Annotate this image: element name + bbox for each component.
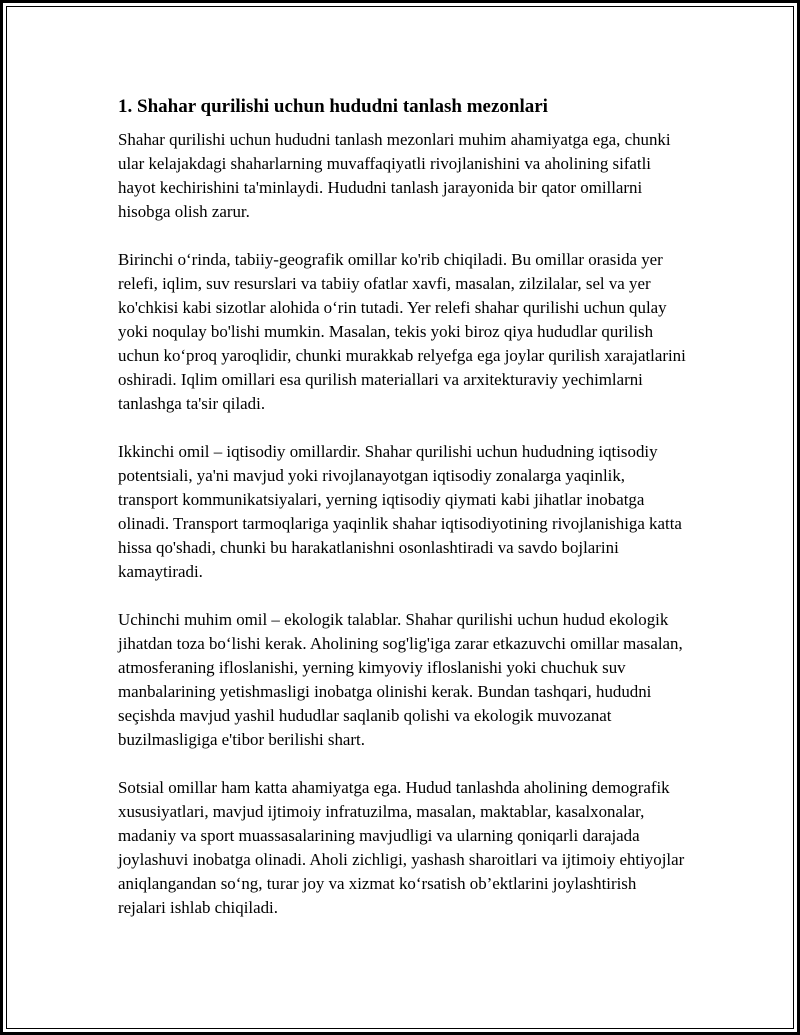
paragraph-natural-factors: Birinchi o‘rinda, tabiiy-geografik omillar ko'rib chiqiladi. Bu omillar orasida yer relefi, iqlim, suv resurslari va tabiiy ofatlar xavfi, masalan, zilzilalar, sel va yer ko'chkisi kabi sizotlar alohida o‘rin tutadi. Yer relefi shahar qurilishi uchun qulay yoki noqulay bo'lishi mumkin. Masalan, tekis yoki biroz qiya hududlar qurilish uchun ko‘proq yaroqlidir, chunki murakkab relyefga ega joylar qurilish xarajatlarini oshiradi. Iqlim omillari esa qurilish materiallari va arxitekturaviy yechimlarni tanlashga ta'sir qiladi. <box>118 250 686 413</box>
paragraph-intro: Shahar qurilishi uchun hududni tanlash mezonlari muhim ahamiyatga ega, chunki ular kelajakdagi shaharlarning muvaffaqiyatli rivojlanishini va aholining sifatli hayot kechirishini ta'minlaydi. Hududni tanlash jarayonida bir qator omillarni hisobga olish zarur. <box>118 130 671 221</box>
paragraph-ecological-factors: Uchinchi muhim omil – ekologik talablar. Shahar qurilishi uchun hudud ekologik jihatdan toza bo‘lishi kerak. Aholining sog'lig'iga zarar etkazuvchi omillar masalan, atmosferaning ifloslanishi, yerning kimyoviy ifloslanishi yoki chuchuk suv manbalarining yetishmasligi inobatga olinishi kerak. Bundan tashqari, hududni seçishda mavjud yashil hududlar saqlanib qolishi va ekologik muvozanat buzilmasligiga e'tibor berilishi shart. <box>118 610 683 749</box>
paragraph-social-factors: Sotsial omillar ham katta ahamiyatga ega. Hudud tanlashda aholining demografik xususiyatlari, mavjud ijtimoiy infratuzilma, masalan, maktablar, kasalxonalar, madaniy va sport muassasalarining mavjudligi va ularning qoniqarli darajada joylashuvi inobatga olinadi. Aholi zichligi, yashash sharoitlari va ijtimoiy ehtiyojlar aniqlangandan so‘ng, turar joy va xizmat ko‘rsatish ob’ektlarini joylashtirish rejalari ishlab chiqiladi. <box>118 778 685 917</box>
paragraph-economic-factors: Ikkinchi omil – iqtisodiy omillardir. Shahar qurilishi uchun hududning iqtisodiy potentsiali, ya'ni mavjud yoki rivojlanayotgan iqtisodiy zonalarga yaqinlik, transport kommunikatsiyalari, yerning iqtisodiy qiymati kabi jihatlar inobatga olinadi. Transport tarmoqlariga yaqinlik shahar iqtisodiyotining rivojlanishiga katta hissa qo'shadi, chunki bu harakatlanishni osonlashtiradi va savdo bojlarini kamaytiradi. <box>118 442 682 581</box>
document-body <box>118 94 688 944</box>
section-heading: 1. Shahar qurilishi uchun hududni tanlash mezonlari <box>118 96 548 117</box>
